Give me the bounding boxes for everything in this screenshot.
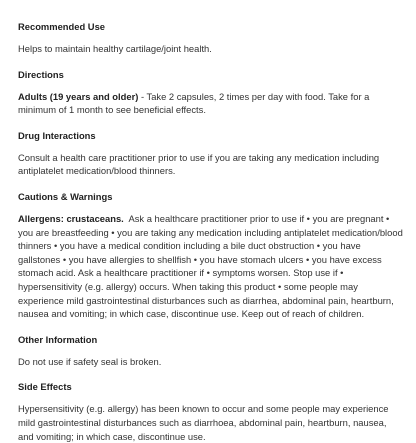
directions-text bbox=[18, 90, 404, 117]
cautions-text bbox=[18, 212, 404, 321]
recommended-use-heading: Recommended Use bbox=[18, 21, 106, 32]
recommended-use-text: Helps to maintain healthy cartilage/joint health. bbox=[18, 43, 212, 54]
directions-bold-lead: Adults (19 years and older) bbox=[18, 90, 139, 102]
drug-interactions-heading: Drug Interactions bbox=[18, 129, 96, 141]
recommended-use-section bbox=[18, 21, 404, 56]
other-information-heading: Other Information bbox=[18, 333, 98, 345]
allergens-bold-lead: Allergens: crustaceans. bbox=[18, 212, 124, 224]
directions-body: - Take 2 capsules, 2 times per day with food. Take for a minimum of 1 month to see beneficial effects. bbox=[18, 90, 370, 116]
cautions-heading: Cautions & Warnings bbox=[18, 190, 113, 202]
directions-heading: Directions bbox=[18, 68, 64, 80]
side-effects-section bbox=[18, 381, 404, 443]
side-effects-text: Hypersensitivity (e.g. allergy) has been known to occur and some people may experience mild gastrointestinal disturbances such as diarrhoea, abdominal pain, heartburn, nausea, and vomiting; in which case, discontinue use. bbox=[18, 403, 389, 442]
cautions-body: Ask a healthcare practitioner prior to use if • you are pregnant • you are breastfeeding • you are taking any medication including antiplatelet medication/blood thinners • you have a medical condition including a bile duct obstruction • you have gallstones • you have allergies to shellfish • you have stomach ulcers • you have excess stomach acid. Ask a healthcare practitioner if • symptoms worsen. Stop use if • hypersensitivity (e.g. allergy) occurs. When taking this product • some people may experience mild gastrointestinal disturbances such as diarrhea, abdominal pain, heartburn, nausea and vomiting; in which case, discontinue use. Keep out of reach of children. bbox=[18, 212, 406, 320]
other-information-section bbox=[18, 334, 404, 369]
drug-interactions-text: Consult a health care practitioner prior to use if you are taking any medication including antiplatelet medication/blood thinners. bbox=[18, 151, 380, 177]
directions-section bbox=[18, 69, 404, 117]
drug-interactions-section bbox=[18, 130, 404, 178]
side-effects-heading: Side Effects bbox=[18, 381, 72, 393]
cautions-section bbox=[18, 191, 404, 321]
other-information-text: Do not use if safety seal is broken. bbox=[18, 355, 162, 367]
